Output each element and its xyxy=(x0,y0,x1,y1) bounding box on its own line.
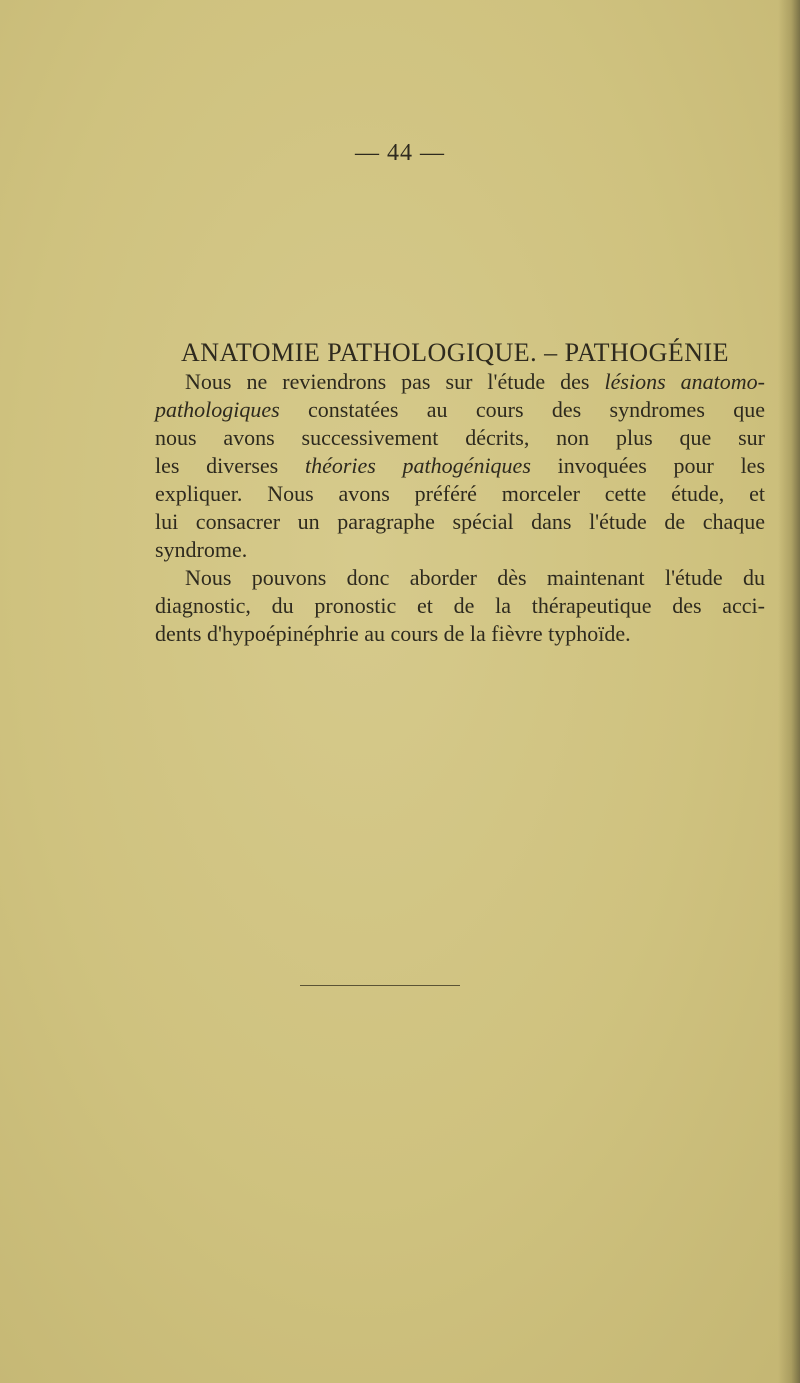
text-line xyxy=(155,396,765,424)
section-title: ANATOMIE PATHOLOGIQUE. – PATHOGÉNIE xyxy=(180,338,730,367)
text-segment: les diverses xyxy=(155,453,305,478)
page-edge-shadow xyxy=(778,0,800,1383)
text-line xyxy=(155,424,765,452)
body-text xyxy=(155,368,765,648)
text-segment: nous avons successivement décrits, non plus que sur xyxy=(155,425,765,450)
end-rule xyxy=(300,985,460,986)
text-line xyxy=(155,480,765,508)
italic-text: théories pathogéniques xyxy=(304,453,531,478)
text-segment: invoquées pour les xyxy=(530,453,766,478)
text-segment: expliquer. Nous avons préféré morceler cette étude, et xyxy=(155,481,765,506)
text-line xyxy=(155,620,765,648)
text-segment: Nous pouvons donc aborder dès maintenant l'étude du xyxy=(185,565,765,590)
text-segment: dents d'hypoépinéphrie au cours de la fièvre typhoïde. xyxy=(155,621,631,646)
text-segment: diagnostic, du pronostic et de la thérapeutique des acci- xyxy=(155,593,765,618)
text-line xyxy=(155,592,765,620)
italic-text: pathologiques xyxy=(155,397,280,422)
text-segment: lui consacrer un paragraphe spécial dans l'étude de chaque xyxy=(155,509,765,534)
italic-text: lésions anatomo- xyxy=(604,369,765,394)
text-line xyxy=(155,452,765,480)
text-line xyxy=(155,508,765,536)
text-line xyxy=(155,536,765,564)
text-segment: constatées au cours des syndromes que xyxy=(279,397,765,422)
text-segment: Nous ne reviendrons pas sur l'étude des xyxy=(185,369,605,394)
text-segment: syndrome. xyxy=(155,537,248,562)
text-line xyxy=(155,564,765,592)
page-number: — 44 — xyxy=(355,140,445,166)
text-line xyxy=(155,368,765,396)
